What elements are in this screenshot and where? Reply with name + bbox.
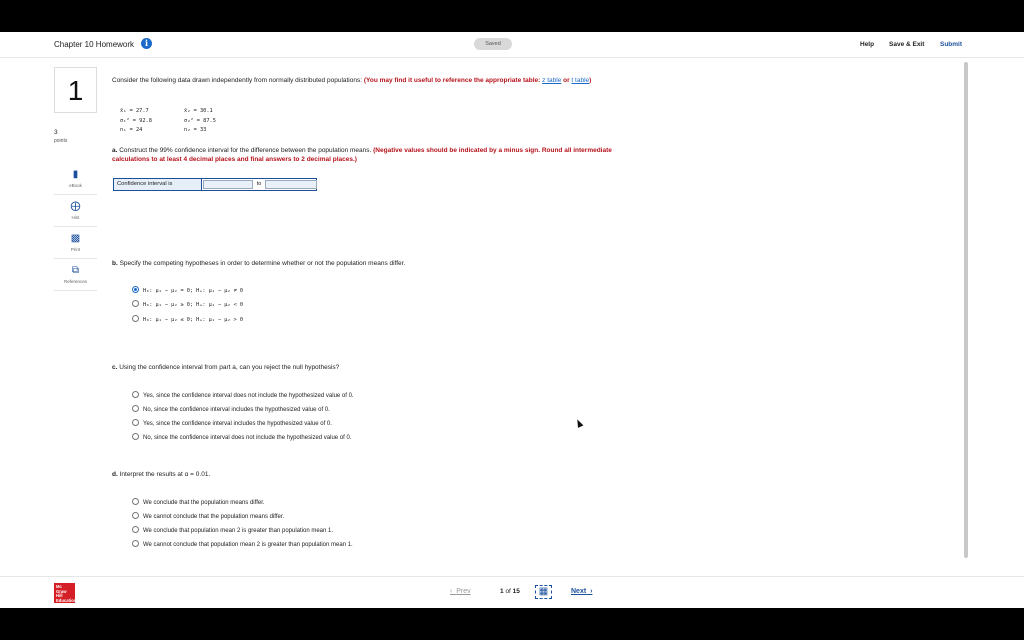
part-d-label: d. xyxy=(112,471,118,478)
hint-label: Hint xyxy=(71,215,80,220)
given-var1: σ₁² = 92.8 xyxy=(120,117,152,124)
ebook-label: eBook xyxy=(69,183,82,188)
mcgraw-hill-logo: Mc Graw Hill Education xyxy=(56,584,77,603)
radio[interactable] xyxy=(132,300,139,307)
printer-icon: ▩ xyxy=(70,233,81,244)
radio[interactable] xyxy=(132,419,139,426)
reject-option-1[interactable]: Yes, since the confidence interval does not include the hypothesized value of 0. xyxy=(132,391,354,401)
next-label: Next xyxy=(571,588,587,595)
given-data-sample1 xyxy=(120,107,152,136)
ci-upper-input[interactable] xyxy=(265,180,317,189)
hypothesis-option-3[interactable]: H₀: μ₁ − μ₂ ≤ 0; Hₐ: μ₁ − μ₂ > 0 xyxy=(132,315,243,325)
print-tool[interactable] xyxy=(54,229,97,259)
z-table-link[interactable]: z table xyxy=(542,77,562,84)
question-prompt xyxy=(112,76,612,85)
info-icon[interactable]: i xyxy=(141,38,152,49)
grid-icon[interactable]: ▦ xyxy=(535,585,552,599)
ci-to-label: to xyxy=(256,181,262,187)
next-button[interactable]: Next › xyxy=(571,588,593,595)
prompt-close: ) xyxy=(589,77,592,84)
given-var2: σ₂² = 87.5 xyxy=(184,117,216,124)
given-data-sample2 xyxy=(184,107,216,136)
ebook-tool[interactable] xyxy=(54,165,97,195)
assignment-title: Chapter 10 Homework xyxy=(54,40,135,49)
given-x1: x̄₁ = 27.7 xyxy=(120,108,149,114)
part-c-question: Using the confidence interval from part a, can you reject the null hypothesis? xyxy=(117,364,340,371)
part-d-question: Interpret the results at α = 0.01. xyxy=(117,471,211,478)
page-current: 1 xyxy=(500,588,504,595)
prompt-text: Consider the following data drawn independently from normally distributed populations: xyxy=(112,77,364,84)
t-table-link[interactable]: t table xyxy=(571,77,590,84)
part-d-text xyxy=(112,470,210,479)
interpret-option-4[interactable]: We cannot conclude that population mean 2 is greater than population mean 1. xyxy=(132,540,353,550)
page-of: of xyxy=(505,588,511,595)
interpret-option-1[interactable]: We conclude that the population means differ. xyxy=(132,498,265,508)
lifebuoy-icon: ⨁ xyxy=(70,201,81,212)
part-b-text xyxy=(112,259,405,268)
saved-badge: Saved xyxy=(474,38,512,50)
page-total: 15 xyxy=(512,588,520,595)
question-number: 1 xyxy=(54,67,97,113)
part-b-label: b. xyxy=(112,260,118,267)
submit-link[interactable]: Submit xyxy=(940,41,963,48)
page-indicator xyxy=(500,588,520,595)
interpret-option-2[interactable]: We cannot conclude that the population means differ. xyxy=(132,512,284,522)
given-x2: x̄₂ = 30.1 xyxy=(184,108,213,114)
assignment-window xyxy=(0,32,1024,608)
save-exit-link[interactable]: Save & Exit xyxy=(889,41,925,48)
scrollbar-thumb[interactable] xyxy=(964,62,968,558)
reject-option-3[interactable]: Yes, since the confidence interval includes the hypothesized value of 0. xyxy=(132,419,332,429)
ci-lower-input[interactable] xyxy=(203,180,253,189)
prev-button[interactable]: ‹ Prev xyxy=(450,588,471,595)
hint-tool[interactable] xyxy=(54,197,97,227)
reject-option-2[interactable]: No, since the confidence interval includes the hypothesized value of 0. xyxy=(132,405,330,415)
hypothesis-option-1[interactable]: H₀: μ₁ − μ₂ = 0; Hₐ: μ₁ − μ₂ ≠ 0 xyxy=(132,286,243,296)
radio[interactable] xyxy=(132,512,139,519)
prev-label: Prev xyxy=(456,588,471,595)
prompt-note: (You may find it useful to reference the appropriate table: xyxy=(363,77,543,84)
interpret-option-3[interactable]: We conclude that population mean 2 is greater than population mean 1. xyxy=(132,526,333,536)
part-b-question: Specify the competing hypotheses in order to determine whether or not the population means differ. xyxy=(117,260,406,267)
prompt-or: or xyxy=(561,77,572,84)
document-icon: ⧉ xyxy=(71,265,80,276)
radio[interactable] xyxy=(132,433,139,440)
part-a-text xyxy=(112,146,617,164)
radio-selected[interactable] xyxy=(132,286,139,293)
part-a-note: (Negative values should be indicated by a minus sign. Round all intermediate calculations to at least 4 decimal places and final answers to 2 decimal places.) xyxy=(112,147,612,163)
references-label: References xyxy=(63,279,87,284)
radio[interactable] xyxy=(132,526,139,533)
given-n2: n₂ = 33 xyxy=(184,127,207,133)
given-n1: n₁ = 24 xyxy=(120,127,143,133)
references-tool[interactable] xyxy=(54,261,97,291)
mouse-cursor-icon xyxy=(575,418,584,428)
part-c-label: c. xyxy=(112,364,118,371)
points-label: points xyxy=(54,138,68,144)
radio[interactable] xyxy=(132,315,139,322)
radio[interactable] xyxy=(132,498,139,505)
confidence-interval-row xyxy=(113,178,317,191)
part-a-label: a. xyxy=(112,147,118,154)
scrollbar[interactable] xyxy=(963,62,969,562)
radio[interactable] xyxy=(132,405,139,412)
radio[interactable] xyxy=(132,540,139,547)
points-value: 3 xyxy=(54,129,58,136)
ci-label: Confidence interval is xyxy=(114,179,202,190)
hypothesis-option-2[interactable]: H₀: μ₁ − μ₂ ≥ 0; Hₐ: μ₁ − μ₂ < 0 xyxy=(132,300,243,310)
part-a-question: Construct the 99% confidence interval for the difference between the population means. xyxy=(117,147,374,154)
radio[interactable] xyxy=(132,391,139,398)
print-label: Print xyxy=(70,247,81,252)
part-c-text xyxy=(112,363,339,372)
book-icon: ▮ xyxy=(72,169,79,180)
reject-option-4[interactable]: No, since the confidence interval does not include the hypothesized value of 0. xyxy=(132,433,351,443)
help-link[interactable]: Help xyxy=(860,41,875,48)
footer-bar xyxy=(0,576,1024,608)
top-bar xyxy=(0,32,1024,58)
